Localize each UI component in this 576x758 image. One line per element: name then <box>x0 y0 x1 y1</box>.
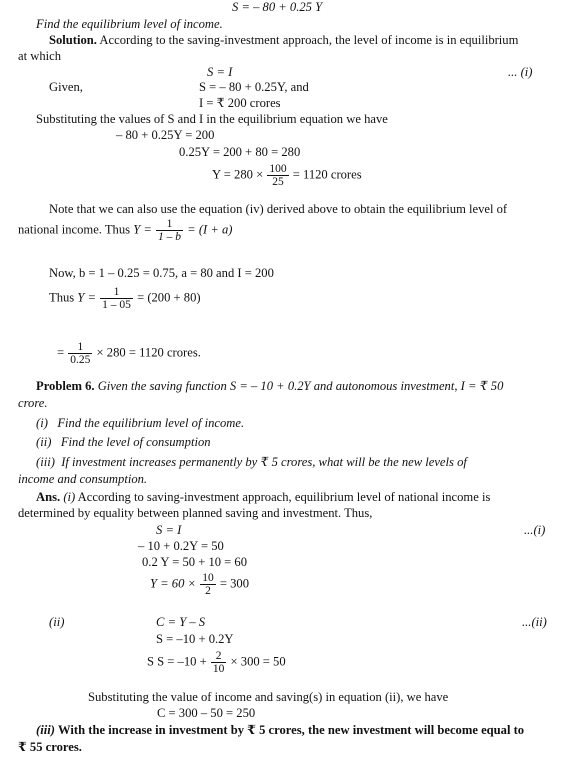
question-iii-number: (iii) <box>36 455 55 469</box>
fraction-numerator: 2 <box>211 650 227 663</box>
answer-text-continued: determined by equality between planned saving and investment. Thus, <box>18 506 373 520</box>
note-paragraph: Note that we can also use the equation (iv) derived above to obtain the equilibrium level of <box>49 202 508 216</box>
fraction-denominator: 10 <box>212 663 225 675</box>
part-ii-label: (ii) <box>49 615 65 629</box>
solution-text-continued: at which <box>18 49 62 63</box>
fraction-numerator: 1 <box>100 286 133 299</box>
saving-calc-line <box>147 650 286 675</box>
fraction-100-25 <box>267 163 288 188</box>
question-i-number: (i) <box>36 416 48 430</box>
answer-step-2: 0.2 Y = 50 + 10 = 60 <box>142 555 248 569</box>
question-iii-text: If investment increases permanently by ₹ 5 crores, what will be the new levels of <box>61 455 467 469</box>
question-ii-number: (ii) <box>36 435 52 449</box>
part-iii-text: With the increase in investment by ₹ 5 crores, the new investment will become equal to <box>58 723 525 737</box>
question-i-text: Find the equilibrium level of income. <box>57 416 245 430</box>
result-equals: = <box>57 345 65 360</box>
fraction-denominator: 2 <box>205 585 211 597</box>
consumption-result: C = 300 – 50 = 250 <box>157 706 256 720</box>
substitution-line: Substituting the values of S and I in the equilibrium equation we have <box>36 112 388 126</box>
saving-function-equation: S = – 80 + 0.25 Y <box>232 0 323 14</box>
now-values-line: Now, b = 1 – 0.25 = 0.75, a = 80 and I = 200 <box>49 266 274 280</box>
answer-equilibrium-condition: S = I <box>156 523 182 537</box>
fraction-numerator: 1 <box>156 218 183 231</box>
answer-fraction <box>200 572 216 597</box>
result-value: × 280 = 1120 crores. <box>96 345 201 360</box>
result-fraction <box>68 341 92 366</box>
answer-step-1: – 10 + 0.2Y = 50 <box>138 539 224 553</box>
substitution-line-2: Substituting the value of income and saving(s) in equation (ii), we have <box>88 690 449 704</box>
problem-6-text-continued: crore. <box>18 396 48 410</box>
thus-y: Y = <box>77 290 96 305</box>
answer-ref-i: ...(i) <box>524 523 546 537</box>
result-line <box>57 341 201 366</box>
problem-6-label: Problem 6. <box>36 379 95 393</box>
saving-calc-prefix: S S = –10 + <box>147 654 207 669</box>
saving-fraction <box>211 650 227 675</box>
calc-step-1: – 80 + 0.25Y = 200 <box>116 128 215 142</box>
answer-label: Ans. <box>36 490 61 504</box>
multiplier-fraction <box>156 218 183 243</box>
note-y: Y = <box>133 222 152 237</box>
question-ii-text: Find the level of consumption <box>60 435 211 449</box>
saving-calc-result: × 300 = 50 <box>230 654 286 669</box>
note-formula-rest: = (I + a) <box>187 222 233 237</box>
thus-formula-rest: = (200 + 80) <box>137 290 201 305</box>
answer-text: According to saving-investment approach, equilibrium level of national income is <box>77 490 491 504</box>
answer-ref-ii: ...(ii) <box>522 615 547 629</box>
fraction-denominator: 25 <box>272 176 284 188</box>
answer-paragraph <box>36 490 490 504</box>
problem-6-text: Given the saving function S = – 10 + 0.2Y and autonomous investment, I = ₹ 50 <box>97 379 504 393</box>
problem-6-paragraph <box>36 379 503 393</box>
fraction-numerator: 100 <box>269 163 287 175</box>
given-investment: I = ₹ 200 crores <box>199 96 281 110</box>
fraction-numerator: 1 <box>68 341 92 354</box>
solution-text: According to the saving-investment approach, the level of income is in equilibrium <box>99 33 519 47</box>
answer-step-3-result: = 300 <box>219 576 250 591</box>
part-iii-text-continued: ₹ 55 crores. <box>18 740 82 754</box>
equilibrium-condition: S = I <box>207 65 233 79</box>
answer-step-3 <box>150 572 249 597</box>
thus-text: Thus <box>49 290 75 305</box>
question-iii-continued: income and consumption. <box>18 472 148 486</box>
question-iii <box>36 455 467 469</box>
thus-formula-line <box>49 286 201 311</box>
answer-part-i: (i) <box>63 490 76 504</box>
fraction-denominator: 1 – 05 <box>102 299 131 311</box>
consumption-identity: C = Y – S <box>156 615 206 629</box>
given-saving: S = – 80 + 0.25Y, and <box>199 80 309 94</box>
answer-step-3-prefix: Y = 60 × <box>150 576 197 591</box>
fraction-denominator: 0.25 <box>70 354 91 366</box>
fraction-denominator: 1 – b <box>158 231 182 243</box>
given-label: Given, <box>49 80 83 94</box>
saving-function-line: S = –10 + 0.2Y <box>156 632 234 646</box>
fraction-numerator: 10 <box>202 572 214 584</box>
note-text: national income. Thus <box>18 222 131 237</box>
note-formula-line <box>18 218 233 243</box>
question-i <box>36 416 244 430</box>
part-iii-paragraph <box>36 723 524 737</box>
part-iii-label: (iii) <box>36 723 55 737</box>
calc3-result: = 1120 crores <box>292 167 362 182</box>
question-ii <box>36 435 211 449</box>
solution-label: Solution. <box>49 33 97 47</box>
calc3-prefix: Y = 280 × <box>212 167 264 182</box>
solution-paragraph <box>49 33 518 47</box>
equation-ref-i: ... (i) <box>508 65 533 79</box>
calc-step-2: 0.25Y = 200 + 80 = 280 <box>179 145 301 159</box>
calc-step-3 <box>212 163 362 188</box>
find-equilibrium-question: Find the equilibrium level of income. <box>36 17 223 31</box>
thus-fraction <box>100 286 133 311</box>
